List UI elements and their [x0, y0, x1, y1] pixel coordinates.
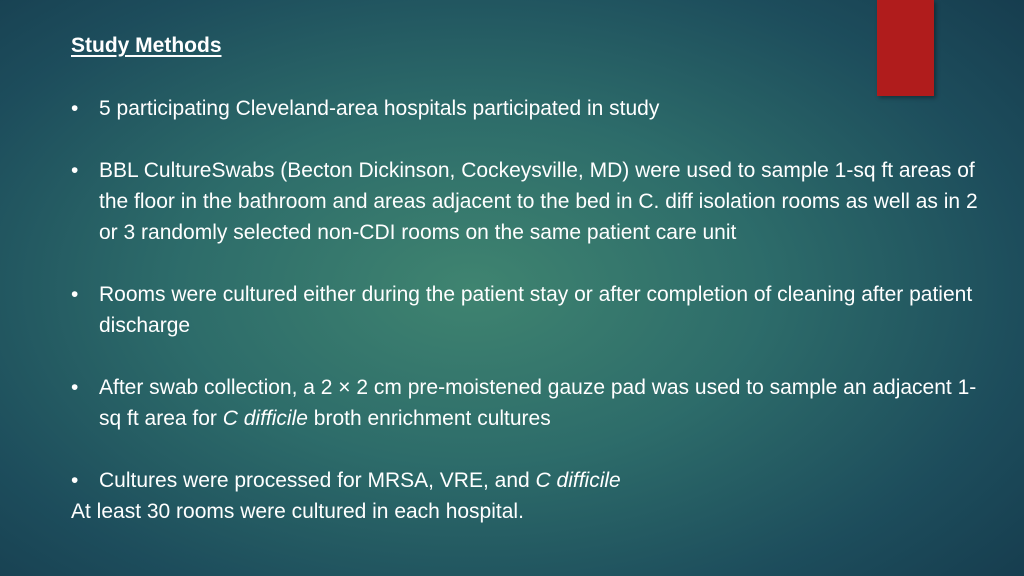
bullet-item: [71, 93, 981, 124]
organism-name: C difficile: [222, 407, 308, 430]
bullet-dot: •: [71, 376, 79, 399]
bullet-text-part: broth enrichment cultures: [307, 407, 551, 430]
bullet-text: [99, 469, 621, 492]
slide-title: Study Methods: [71, 34, 222, 57]
bullet-dot: •: [71, 469, 79, 492]
bullet-item: [71, 372, 981, 434]
bullet-item: [71, 465, 981, 496]
bullet-dot: •: [71, 283, 79, 306]
accent-bar: [877, 0, 934, 96]
bullet-dot: •: [71, 97, 79, 120]
bullet-item: [71, 155, 981, 248]
bullet-text-part: After swab collection, a 2 × 2 cm pre-moistened gauze pad was used to sample an adjacent 1-sq ft area for: [99, 376, 977, 430]
bullet-text: Rooms were cultured either during the patient stay or after completion of cleaning after patient discharge: [99, 283, 973, 337]
bullet-text: 5 participating Cleveland-area hospitals participated in study: [99, 97, 660, 120]
organism-name: C difficile: [535, 469, 621, 492]
closing-line: At least 30 rooms were cultured in each hospital.: [71, 500, 524, 523]
bullet-item: [71, 279, 981, 341]
bullet-text-part: Cultures were processed for MRSA, VRE, and: [99, 469, 536, 492]
slide-body: [71, 93, 981, 527]
bullet-dot: •: [71, 159, 79, 182]
bullet-text: [99, 376, 976, 430]
bullet-text: BBL CultureSwabs (Becton Dickinson, Cockeysville, MD) were used to sample 1-sq ft areas of the floor in the bathroom and areas adjacent to the bed in C. diff isolation rooms as well as in 2 or 3 randomly selected non-CDI rooms on the same patient care unit: [99, 159, 978, 244]
